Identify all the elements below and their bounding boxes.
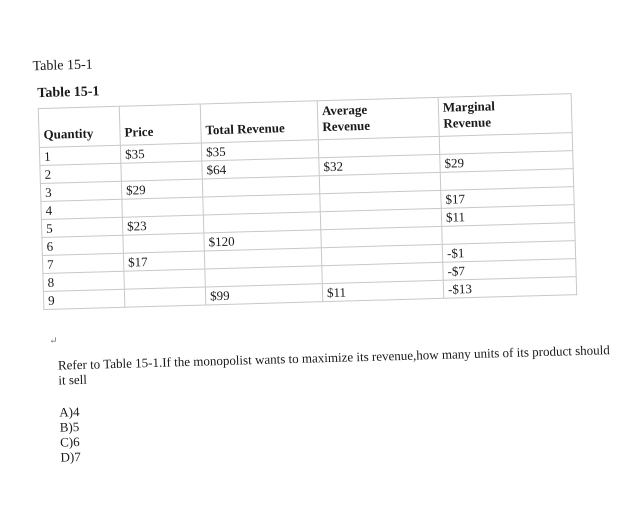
header-marginal-revenue-line2: Revenue — [443, 114, 492, 131]
header-marginal-revenue-line1: Marginal — [442, 98, 496, 115]
cell-price: $23 — [122, 215, 203, 235]
question-text: Refer to Table 15-1.If the monopolist wants to maximize its revenue,how many units of its product should it sell — [57, 342, 610, 388]
cell-average-revenue: $11 — [322, 280, 443, 301]
cell-price — [121, 161, 202, 181]
cell-marginal-revenue: $29 — [440, 151, 573, 173]
header-average-revenue-line2: Revenue — [322, 117, 371, 135]
answer-a: A)4 — [59, 404, 80, 420]
cell-marginal-revenue: -$1 — [442, 241, 575, 263]
cell-quantity: 8 — [43, 271, 124, 291]
revenue-table — [38, 93, 577, 310]
cell-average-revenue: $32 — [319, 154, 440, 175]
cell-total-revenue: $120 — [204, 230, 321, 251]
header-price: Price — [119, 104, 201, 145]
answer-c: C)6 — [59, 434, 80, 450]
cell-price — [124, 287, 205, 307]
cell-marginal-revenue: -$13 — [443, 277, 576, 299]
cell-total-revenue: $64 — [202, 158, 319, 179]
cell-quantity: 5 — [41, 217, 122, 237]
header-marginal-revenue — [438, 94, 572, 137]
cell-quantity: 3 — [40, 181, 121, 201]
cell-price — [124, 269, 205, 289]
cell-quantity: 4 — [41, 199, 122, 219]
cell-total-revenue: $99 — [205, 284, 322, 305]
cell-price — [123, 233, 204, 253]
cell-marginal-revenue: $11 — [441, 205, 574, 227]
cell-quantity: 2 — [40, 163, 121, 183]
answer-b: B)5 — [59, 419, 80, 435]
cell-total-revenue: $35 — [201, 140, 318, 161]
answer-choices — [59, 404, 81, 465]
cell-price: $17 — [123, 251, 204, 271]
header-average-revenue — [317, 97, 439, 139]
cell-quantity: 1 — [39, 145, 120, 165]
cell-marginal-revenue: $17 — [441, 187, 574, 209]
header-total-revenue: Total Revenue — [200, 101, 318, 143]
answer-d: D)7 — [60, 449, 81, 465]
cell-quantity: 6 — [42, 235, 123, 255]
cell-quantity: 9 — [43, 289, 124, 309]
paragraph-mark: ↵ — [49, 335, 58, 347]
table-title: Table 15-1 — [37, 84, 100, 102]
header-average-revenue-line1: Average — [321, 101, 368, 119]
header-quantity: Quantity — [38, 106, 120, 147]
cell-price — [122, 197, 203, 217]
cell-price: $35 — [120, 143, 201, 163]
cell-marginal-revenue: -$7 — [443, 259, 576, 281]
cell-quantity: 7 — [42, 253, 123, 273]
cell-price: $29 — [121, 179, 202, 199]
table-caption: Table 15-1 — [32, 57, 93, 75]
